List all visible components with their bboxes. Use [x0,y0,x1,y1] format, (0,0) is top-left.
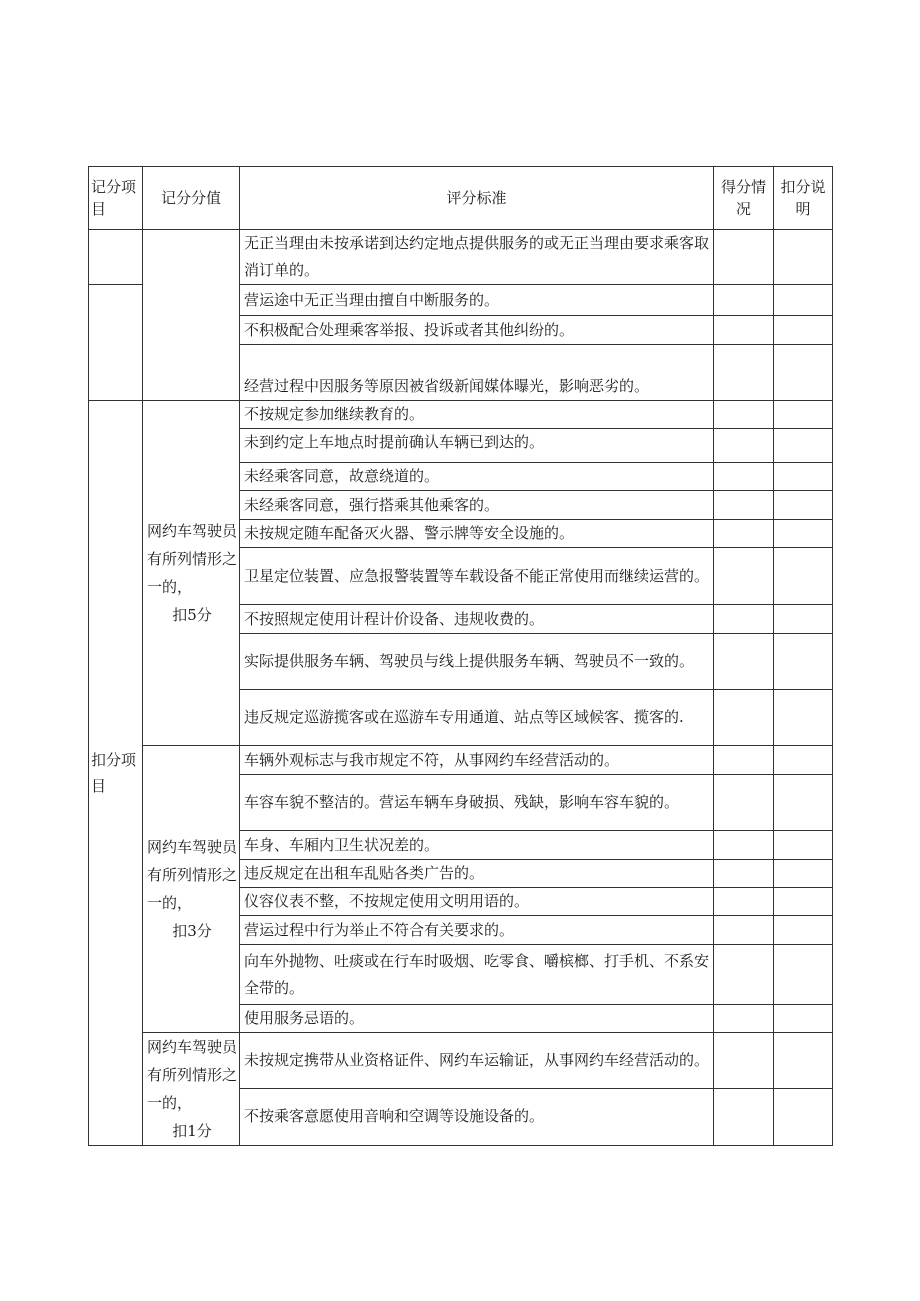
note-cell[interactable] [774,345,833,401]
score-cell[interactable] [714,401,774,429]
note-cell[interactable] [774,401,833,429]
score-cell[interactable] [714,548,774,605]
criteria-cell: 违反规定巡游揽客或在巡游车专用通道、站点等区域候客、揽客的. [240,690,714,746]
criteria-cell: 经营过程中因服务等原因被省级新闻媒体曝光，影响恶劣的。 [240,345,714,401]
criteria-cell: 营运过程中行为举止不符合有关要求的。 [240,916,714,945]
note-cell[interactable] [774,520,833,548]
note-cell[interactable] [774,690,833,746]
score-value-cell [143,746,240,1033]
note-cell[interactable] [774,285,833,316]
score-value-desc: 网约车驾驶员有所列情形之一的， [147,522,238,596]
criteria-cell: 营运途中无正当理由擅自中断服务的。 [240,285,714,316]
header-row [89,167,833,230]
note-cell[interactable] [774,429,833,463]
criteria-cell: 车身、车厢内卫生状况差的。 [240,831,714,860]
score-cell[interactable] [714,1033,774,1089]
score-cell[interactable] [714,520,774,548]
note-cell[interactable] [774,548,833,605]
note-cell[interactable] [774,888,833,916]
score-value-cell [143,401,240,746]
criteria-cell: 实际提供服务车辆、驾驶员与线上提供服务车辆、驾驶员不一致的。 [240,634,714,690]
criteria-cell: 未按规定携带从业资格证件、网约车运输证，从事网约车经营活动的。 [240,1033,714,1089]
criteria-cell: 不按照规定使用计程计价设备、违规收费的。 [240,605,714,634]
table-row [89,746,833,775]
note-cell[interactable] [774,1005,833,1033]
criteria-cell: 不按乘客意愿使用音响和空调等设施设备的。 [240,1088,714,1145]
score-cell[interactable] [714,860,774,888]
score-cell[interactable] [714,1005,774,1033]
criteria-cell: 使用服务忌语的。 [240,1005,714,1033]
score-cell[interactable] [714,831,774,860]
score-cell[interactable] [714,775,774,831]
table-row [89,230,833,285]
note-cell[interactable] [774,230,833,285]
score-cell[interactable] [714,746,774,775]
note-cell[interactable] [774,916,833,945]
score-cell[interactable] [714,690,774,746]
criteria-cell: 不积极配合处理乘客举报、投诉或者其他纠纷的。 [240,316,714,345]
score-value-cell [143,230,240,401]
note-cell[interactable] [774,463,833,491]
deduction-item-cell: 扣分项目 [89,401,143,1146]
note-cell[interactable] [774,775,833,831]
score-cell[interactable] [714,463,774,491]
header-deduction-note: 扣分说明 [774,167,833,230]
score-cell[interactable] [714,1088,774,1145]
criteria-cell: 车辆外观标志与我市规定不符，从事网约车经营活动的。 [240,746,714,775]
criteria-cell: 向车外抛物、吐痰或在行车时吸烟、吃零食、嚼槟榔、打手机、不系安全带的。 [240,945,714,1005]
score-value-points: 扣5分 [172,606,212,624]
criteria-cell: 违反规定在出租车乱贴各类广告的。 [240,860,714,888]
score-cell[interactable] [714,429,774,463]
header-criteria: 评分标准 [240,167,714,230]
header-score-status: 得分情况 [714,167,774,230]
score-value-cell [143,1033,240,1146]
header-score-value: 记分分值 [143,167,240,230]
score-value-points: 扣3分 [172,922,212,940]
criteria-cell: 不按规定参加继续教育的。 [240,401,714,429]
note-cell[interactable] [774,316,833,345]
note-cell[interactable] [774,831,833,860]
score-cell[interactable] [714,945,774,1005]
note-cell[interactable] [774,1088,833,1145]
note-cell[interactable] [774,1033,833,1089]
score-value-desc: 网约车驾驶员有所列情形之一的， [147,838,238,912]
note-cell[interactable] [774,945,833,1005]
note-cell[interactable] [774,605,833,634]
note-cell[interactable] [774,860,833,888]
criteria-cell: 未经乘客同意，强行搭乘其他乘客的。 [240,491,714,520]
score-value-desc: 网约车驾驶员有所列情形之一的， [147,1038,238,1112]
note-cell[interactable] [774,634,833,690]
score-cell[interactable] [714,316,774,345]
criteria-cell: 车容车貌不整洁的。营运车辆车身破损、残缺，影响车容车貌的。 [240,775,714,831]
score-cell[interactable] [714,230,774,285]
score-cell[interactable] [714,634,774,690]
note-cell[interactable] [774,491,833,520]
criteria-cell: 未经乘客同意，故意绕道的。 [240,463,714,491]
criteria-cell: 未到约定上车地点时提前确认车辆已到达的。 [240,429,714,463]
table-row [89,401,833,429]
criteria-cell: 卫星定位装置、应急报警装置等车载设备不能正常使用而继续运营的。 [240,548,714,605]
scoring-item-cell [89,285,143,401]
score-cell[interactable] [714,345,774,401]
score-cell[interactable] [714,888,774,916]
scoring-table [88,166,833,1146]
score-cell[interactable] [714,916,774,945]
criteria-cell: 未按规定随车配备灭火器、警示牌等安全设施的。 [240,520,714,548]
score-cell[interactable] [714,285,774,316]
scoring-item-cell [89,230,143,285]
header-scoring-item: 记分项目 [89,167,143,230]
score-cell[interactable] [714,605,774,634]
score-cell[interactable] [714,491,774,520]
criteria-cell: 无正当理由未按承诺到达约定地点提供服务的或无正当理由要求乘客取消订单的。 [240,230,714,285]
table-row [89,1033,833,1089]
score-value-points: 扣1分 [172,1122,212,1140]
note-cell[interactable] [774,746,833,775]
criteria-cell: 仪容仪表不整，不按规定使用文明用语的。 [240,888,714,916]
